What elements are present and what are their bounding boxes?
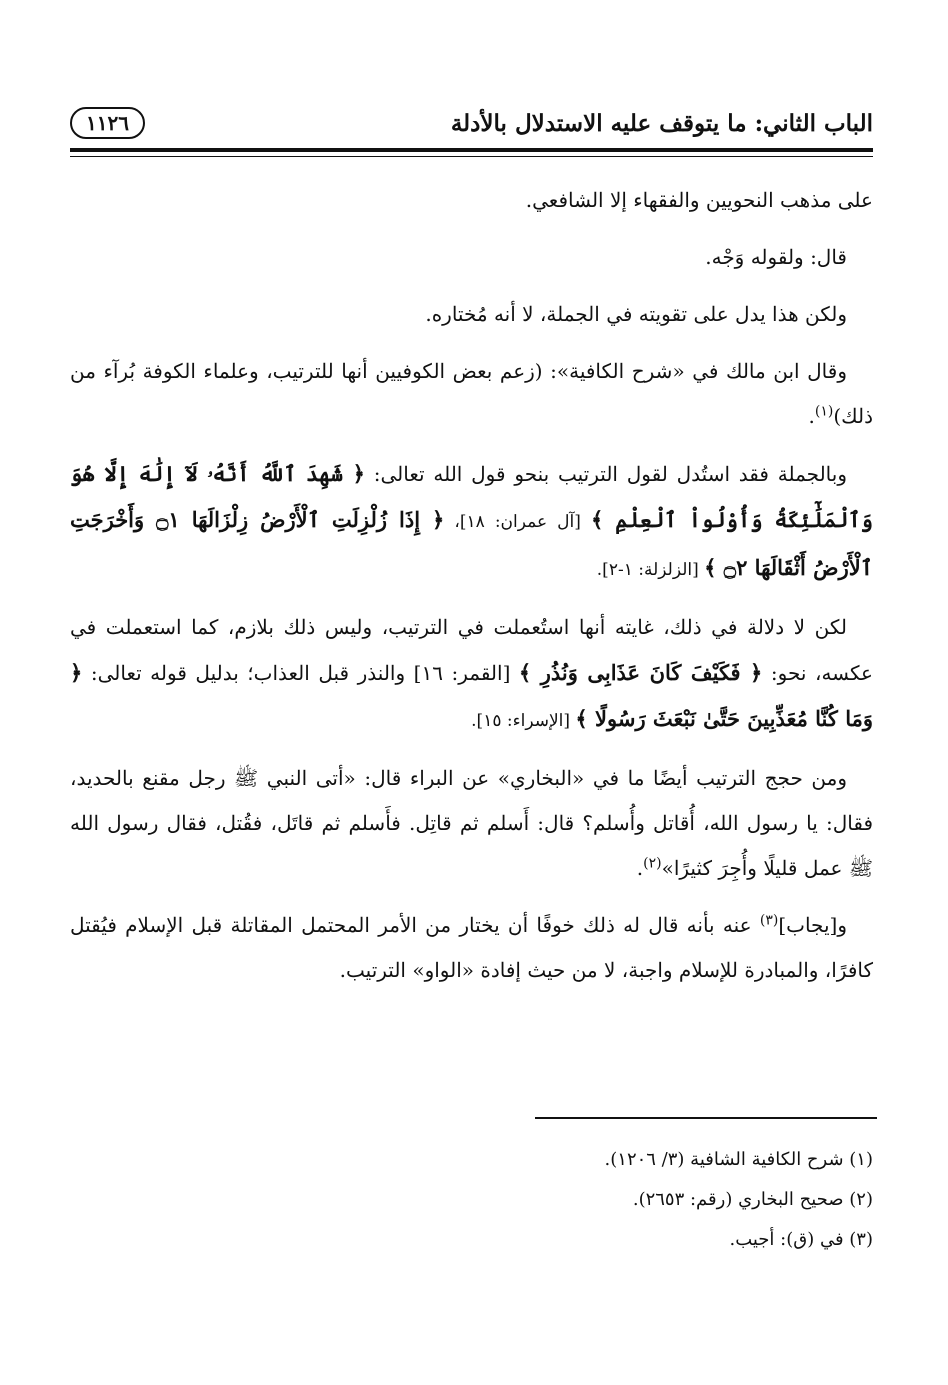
footnotes xyxy=(70,1143,873,1263)
verse-reference-3: [القمر: ١٦] والنذر قبل العذاب؛ بدليل قوله تعالى: xyxy=(82,661,519,685)
footnote-marker-1: (١) xyxy=(814,403,834,420)
paragraph-4 xyxy=(70,349,873,439)
paragraph-1: على مذهب النحويين والفقهاء إلا الشافعي. xyxy=(525,188,873,212)
paragraph-6 xyxy=(70,605,873,744)
header-rule-thick xyxy=(70,148,873,152)
main-text xyxy=(70,178,873,1005)
paragraph-7-text: ومن حجج الترتيب أيضًا ما في «البخاري» عن البراء قال: «أتى النبي ﷺ رجل مقنع بالحديد، فقال: يا رسول الله، أُقاتل وأُسلم؟ قال: أَسلم ثم قاتِل. فأَسلم ثم قاتَل، فقُتل، فقال رسول الله ﷺ عمل قليلًا وأُجِرَ كثيرًا» xyxy=(70,766,873,880)
verse-reference-4: [الإسراء: ١٥]. xyxy=(471,711,576,731)
paragraph-8 xyxy=(70,903,873,993)
quran-verse-4: ﴿ وَمَا كُنَّا مُعَذِّبِينَ حَتَّىٰ نَبْعَثَ رَسُولًا ﴾ xyxy=(70,660,873,731)
footnote-3: (٣) في (ق): أجيب. xyxy=(729,1229,873,1250)
running-head: الباب الثاني: ما يتوقف عليه الاستدلال بالأدلة xyxy=(450,109,873,137)
paragraph-4-end: . xyxy=(808,404,815,428)
paragraph-7 xyxy=(70,756,873,891)
footnote-2: (٢) صحيح البخاري (رقم: ٢٦٥٣). xyxy=(632,1189,873,1210)
verse-reference-1: [آل عمران: ١٨]، xyxy=(444,512,591,532)
paragraph-4-text: وقال ابن مالك في «شرح الكافية»: (زعم بعض الكوفيين أنها للترتيب، وعلماء الكوفة بُرآء من ذلك) xyxy=(70,359,873,428)
paragraph-3: ولكن هذا يدل على تقويته في الجملة، لا أنه مُختاره. xyxy=(425,302,847,326)
page-number: ١١٢٦ xyxy=(70,107,145,139)
footnote-1: (١) شرح الكافية الشافية (٣/ ١٢٠٦). xyxy=(604,1149,873,1170)
footnote-marker-3: (٣) xyxy=(759,912,779,929)
footnote-separator xyxy=(535,1117,877,1119)
quran-verse-1: ﴿ شَهِدَ ٱللَّهُ أَنَّهُۥ لَآ إِلَٰهَ إِلَّا هُوَ وَٱلْمَلَٰٓئِكَةُ وَأُوْلُواْ ٱلْعِلْمِ ﴾ xyxy=(70,461,873,532)
paragraph-6-text: لكن لا دلالة في ذلك، غايته أنها استُعملت في الترتيب، وليس ذلك بلازم، كما استعملت في عكسه، نحو: xyxy=(70,615,873,685)
page-header xyxy=(70,100,873,146)
paragraph-8-start: و[يجاب] xyxy=(778,913,847,937)
paragraph-5-intro: وبالجملة فقد استُدل لقول الترتيب بنحو قول الله تعالى: xyxy=(364,462,847,486)
header-rule-thin xyxy=(70,156,873,157)
quran-verse-2: ﴿ إِذَا زُلْزِلَتِ ٱلْأَرْضُ زِلْزَالَهَا ۝١ وَأَخْرَجَتِ ٱلْأَرْضُ أَثْقَالَهَا ۝٢ ﴾ xyxy=(70,507,873,580)
paragraph-5 xyxy=(70,451,873,593)
verse-reference-2: [الزلزلة: ١-٢]. xyxy=(596,560,705,580)
paragraph-8-text: عنه بأنه قال له ذلك خوفًا أن يختار من الأمر المحتمل المقاتلة قبل الإسلام فيُقتل كافرًا، والمبادرة للإسلام واجبة، لا من حيث إفادة «الواو» الترتيب. xyxy=(70,913,873,982)
paragraph-2: قال: ولقوله وَجْه. xyxy=(705,245,847,269)
paragraph-7-end: . xyxy=(636,856,644,880)
quran-verse-3: ﴿ فَكَيْفَ كَانَ عَذَابِى وَنُذُرِ ﴾ xyxy=(518,660,763,685)
footnote-marker-2: (٢) xyxy=(643,855,662,872)
